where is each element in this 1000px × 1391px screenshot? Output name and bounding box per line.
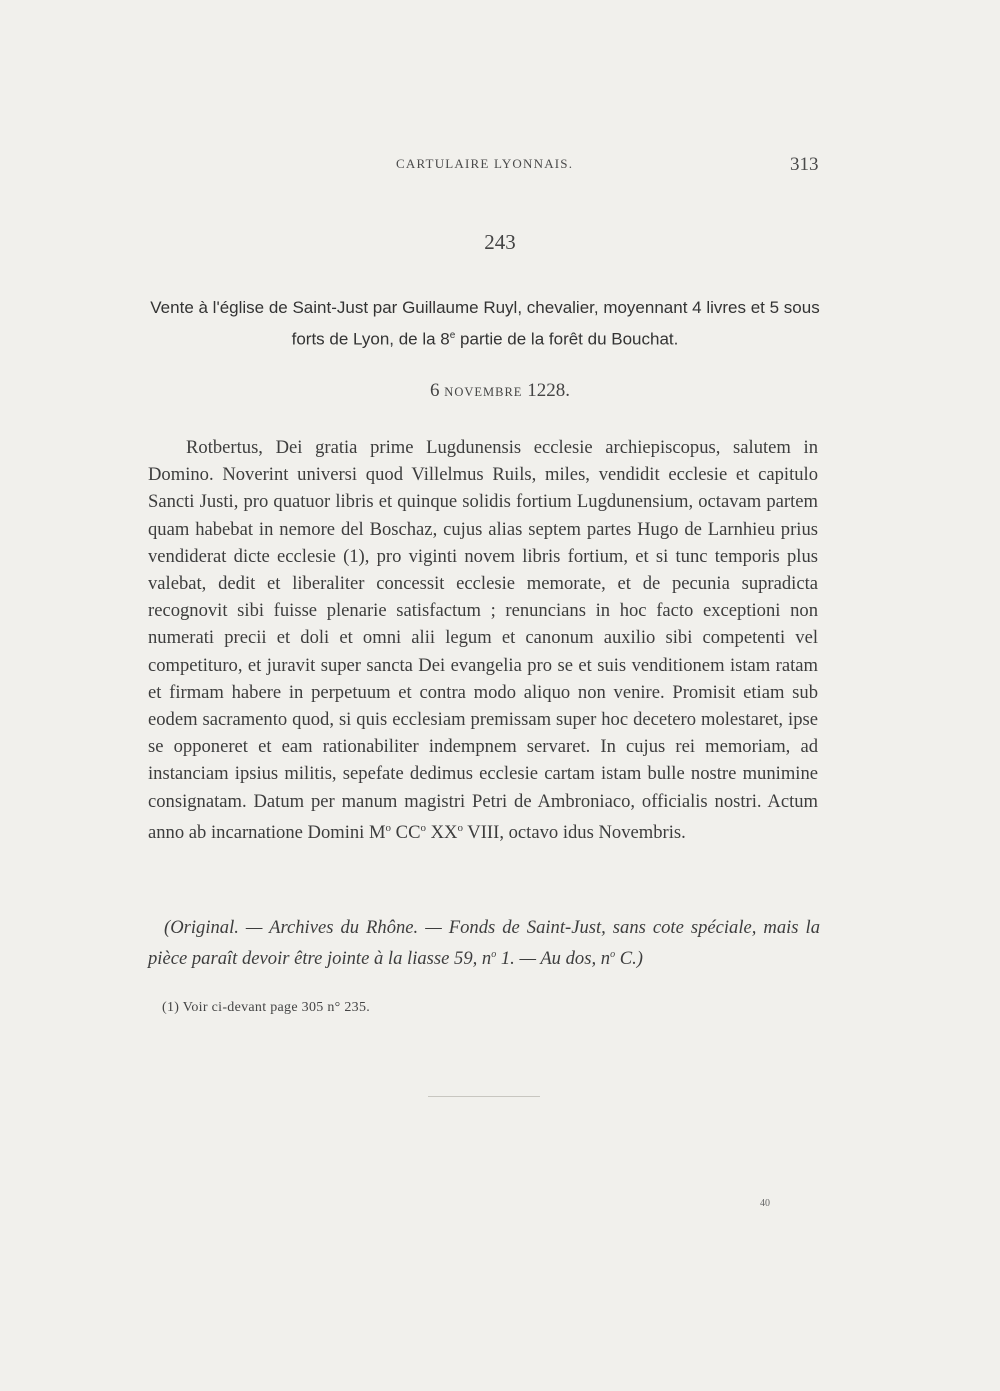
charter-text-xx: XX bbox=[425, 822, 458, 844]
divider-rule bbox=[428, 1096, 540, 1097]
document-summary bbox=[140, 294, 830, 354]
page-number: 313 bbox=[790, 154, 819, 175]
superscript-o: o bbox=[491, 949, 497, 961]
charter-text-end: VIII, octavo idus Novembris. bbox=[463, 822, 686, 844]
charter-text-main: Rotbertus, Dei gratia prime Lugdunensis ecclesie archiepiscopus, salutem in Domino. Noverint universi quod Villelmus Ruils, miles, vendidit ecclesie et capitulo Sancti Justi, pro quatuor libris et quinque solidis fortium Lugdunensium, octavam partem quam habebat in nemore del Boschaz, cujus alias septem partes Hugo de Larnhieu prius vendiderat dicte ecclesie (1), pro viginti novem libris fortium, et si tunc temporis plus valebat, dedit et liberaliter concessit ecclesie memorate, et de pecunia supradicta recognovit sibi fuisse plenarie satisfactum ; renuncians in hoc facto exceptioni non numerati precii et doli et omni alii legum et canonum auxilio sibi competenti vel competituro, et juravit super sancta Dei evangelia pro se et suis venditionem istam ratam et firmam habere in perpetuum et contra modo aliquo non venire. Promisit etiam sub eodem sacramento quod, si quis ecclesiam premissam super hoc decetero molestaret, ipse se opponeret et eam rationabiliter indempnem servaret. In cujus rei memoriam, ad instanciam ipsius militis, sepefate dedimus ecclesie cartam istam bulle nostre munimine consignatam. Datum per manum magistri Petri de Ambroniaco, officialis nostri. Actum anno ab incarnatione Domini M bbox=[148, 437, 818, 844]
source-text: (Original. — Archives du Rhône. — Fonds de Saint-Just, sans cote spéciale, mais la pièce paraît devoir être jointe à la liasse 59, n bbox=[148, 917, 820, 970]
source-text-mid: 1. — Au dos, n bbox=[496, 948, 611, 970]
date-month: NOVEMBRE bbox=[444, 385, 523, 399]
charter-text bbox=[148, 434, 818, 846]
document-date bbox=[0, 380, 1000, 402]
charter-text-cc: CC bbox=[391, 822, 421, 844]
date-day: 6 bbox=[430, 380, 440, 401]
summary-text: Vente à l'église de Saint-Just par Guillaume Ruyl, chevalier, moyennant 4 livres et 5 sous forts de Lyon, de la 8 bbox=[150, 298, 820, 349]
superscript-o: o bbox=[457, 821, 463, 834]
charter-paragraph bbox=[148, 434, 818, 846]
superscript-o: o bbox=[385, 821, 392, 834]
source-note bbox=[148, 914, 820, 973]
summary-superscript: e bbox=[449, 330, 456, 341]
date-year: 1228. bbox=[527, 380, 570, 401]
superscript-o: o bbox=[420, 821, 426, 834]
document-number: 243 bbox=[484, 230, 516, 254]
signature-mark: 40 bbox=[760, 1198, 770, 1209]
summary-text-end: partie de la forêt du Bouchat. bbox=[455, 329, 679, 349]
running-head: CARTULAIRE LYONNAIS. bbox=[396, 156, 574, 171]
source-text-end: C.) bbox=[615, 948, 643, 970]
superscript-o: o bbox=[610, 949, 616, 961]
source-paragraph bbox=[148, 914, 820, 973]
footnote: (1) Voir ci-devant page 305 n° 235. bbox=[162, 1000, 371, 1015]
